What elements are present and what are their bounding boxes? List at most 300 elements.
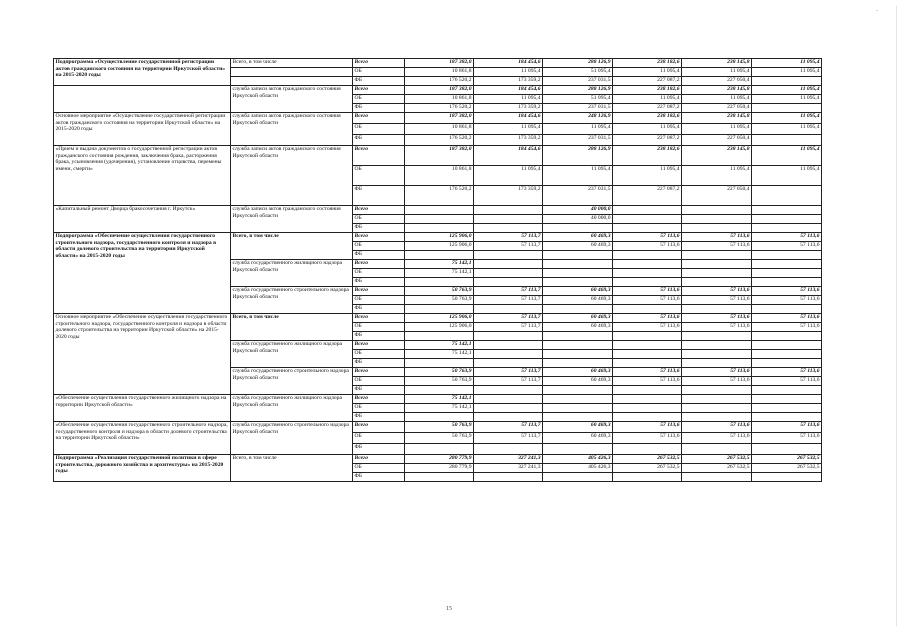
amount-cell: 227 050,4 [682, 135, 752, 146]
amount-cell [474, 350, 543, 359]
amount-cell: 238 145,8 [682, 59, 752, 68]
amount-cell [613, 404, 682, 413]
amount-cell [752, 386, 822, 395]
amount-cell: 57 113,7 [474, 377, 543, 386]
amount-cell: 173 359,2 [474, 104, 543, 113]
amount-cell: 176 520,2 [405, 186, 474, 206]
amount-cell: 288 126,9 [543, 86, 613, 95]
amount-cell [474, 473, 543, 482]
amount-cell: 176 520,2 [405, 104, 474, 113]
amount-cell: 227 087,2 [613, 77, 682, 86]
executor-cell: служба государственного жилищного надзора Иркутской области [231, 395, 353, 422]
amount-cell: 57 113,6 [613, 323, 682, 332]
table-row [54, 59, 822, 68]
amount-cell: 60 469,3 [543, 433, 613, 444]
amount-cell [752, 104, 822, 113]
source-cell: ОБ [353, 215, 405, 224]
amount-cell: 57 113,7 [474, 368, 543, 377]
amount-cell: 11 095,4 [474, 124, 543, 135]
amount-cell: 11 095,4 [474, 95, 543, 104]
amount-cell [405, 251, 474, 260]
amount-cell: 237 031,5 [543, 104, 613, 113]
amount-cell [682, 260, 752, 269]
amount-cell: 57 113,6 [752, 287, 822, 296]
amount-cell: 176 520,2 [405, 77, 474, 86]
amount-cell: 75 142,1 [405, 404, 474, 413]
amount-cell: 11 095,4 [752, 124, 822, 135]
amount-cell: 10 861,8 [405, 166, 474, 186]
amount-cell [613, 350, 682, 359]
amount-cell: 75 142,1 [405, 350, 474, 359]
amount-cell [405, 206, 474, 215]
program-name: Подпрограмма «Осуществление государственной регистрации актов гражданского состояния на территории Иркутской области» на 2015-2020 годы [54, 59, 231, 86]
amount-cell [613, 260, 682, 269]
source-cell: Всего [353, 146, 405, 166]
amount-cell [752, 341, 822, 350]
table-row [54, 233, 822, 242]
amount-cell: 57 113,6 [613, 242, 682, 251]
source-cell: ФБ [353, 104, 405, 113]
amount-cell [752, 215, 822, 224]
amount-cell: 280 779,9 [405, 455, 474, 464]
amount-cell [682, 395, 752, 404]
amount-cell [543, 413, 613, 422]
amount-cell: 60 469,3 [543, 314, 613, 323]
program-name: Подпрограмма «Обеспечение осуществления государственного строительного надзора, государственного контроля и надзора в области долевого строительства на территории Иркутской области» на 2015-2020 годы [54, 233, 231, 314]
amount-cell: 57 113,6 [752, 433, 822, 444]
activity-name: «Прием и выдача документов о государственной регистрации актов гражданского состояния рождения, заключения брака, расторжения брака, усыновления (удочерения), установление отцовства, перемены имени, смерти» [54, 146, 231, 206]
source-cell: ОБ [353, 95, 405, 104]
amount-cell [613, 413, 682, 422]
amount-cell: 125 906,0 [405, 314, 474, 323]
source-cell: ФБ [353, 413, 405, 422]
amount-cell [682, 332, 752, 341]
amount-cell: 11 095,4 [752, 146, 822, 166]
activity-name: «Обеспечение осуществления государственного строительного надзора, государственного контроля и надзора в области долевого строительства на территории Иркутской области» [54, 422, 231, 455]
amount-cell: 11 095,4 [682, 95, 752, 104]
table-row [54, 422, 822, 433]
executor-cell: Всего, в том числе [231, 455, 353, 482]
amount-cell: 176 520,2 [405, 135, 474, 146]
amount-cell: 57 113,6 [613, 287, 682, 296]
executor-cell: служба государственного жилищного надзора Иркутской области [231, 260, 353, 287]
amount-cell: 57 113,6 [613, 368, 682, 377]
amount-cell: 75 142,1 [405, 341, 474, 350]
amount-cell [752, 186, 822, 206]
amount-cell [613, 215, 682, 224]
amount-cell [543, 278, 613, 287]
executor-cell [231, 68, 353, 77]
amount-cell: 227 087,2 [613, 135, 682, 146]
amount-cell [752, 473, 822, 482]
amount-cell: 184 454,6 [474, 113, 543, 124]
executor-cell: служба государственного строительного надзора Иркутской области [231, 422, 353, 455]
page-number: 15 [446, 606, 452, 612]
amount-cell [613, 278, 682, 287]
executor-cell: служба записи актов гражданского состояния Иркутской области [231, 113, 353, 146]
source-cell: ОБ [353, 350, 405, 359]
amount-cell: 50 763,9 [405, 377, 474, 386]
amount-cell: 57 113,7 [474, 242, 543, 251]
executor-cell: служба записи актов гражданского состояния Иркутской области [231, 206, 353, 233]
source-cell: ОБ [353, 166, 405, 186]
amount-cell: 51 095,4 [543, 68, 613, 77]
amount-cell [543, 341, 613, 350]
source-cell: Всего [353, 455, 405, 464]
amount-cell [474, 341, 543, 350]
amount-cell [405, 278, 474, 287]
amount-cell [613, 224, 682, 233]
amount-cell [752, 260, 822, 269]
amount-cell: 57 113,6 [682, 296, 752, 305]
amount-cell [474, 260, 543, 269]
executor-cell: служба государственного строительного надзора Иркутской области [231, 368, 353, 395]
amount-cell: 40 000,0 [543, 215, 613, 224]
amount-cell [405, 215, 474, 224]
activity-name: Основное мероприятие «Осуществление государственной регистрации актов гражданского состояния на территории Иркутской области» на 2015-2020 годы [54, 113, 231, 146]
amount-cell: 57 113,6 [682, 377, 752, 386]
amount-cell: 60 469,3 [543, 368, 613, 377]
source-cell: ОБ [353, 269, 405, 278]
amount-cell [405, 413, 474, 422]
top-mark: - [876, 8, 878, 14]
amount-cell: 60 469,3 [543, 323, 613, 332]
amount-cell [543, 350, 613, 359]
amount-cell [613, 269, 682, 278]
amount-cell [613, 305, 682, 314]
source-cell: ФБ [353, 332, 405, 341]
source-cell: Всего [353, 113, 405, 124]
amount-cell [682, 386, 752, 395]
amount-cell [682, 341, 752, 350]
activity-name: «Капитальный ремонт Дворца бракосочетания г. Иркутск» [54, 206, 231, 233]
source-cell: ФБ [353, 224, 405, 233]
amount-cell: 227 087,2 [613, 186, 682, 206]
amount-cell [543, 260, 613, 269]
amount-cell: 288 126,9 [543, 59, 613, 68]
amount-cell [474, 332, 543, 341]
amount-cell: 238 182,6 [613, 59, 682, 68]
amount-cell: 57 113,6 [752, 314, 822, 323]
source-cell: ФБ [353, 186, 405, 206]
amount-cell: 11 095,4 [474, 166, 543, 186]
amount-cell [752, 206, 822, 215]
amount-cell: 187 382,0 [405, 113, 474, 124]
amount-cell: 60 469,3 [543, 287, 613, 296]
amount-cell: 57 113,6 [752, 296, 822, 305]
amount-cell: 10 861,8 [405, 68, 474, 77]
amount-cell: 238 182,6 [613, 86, 682, 95]
amount-cell: 57 113,6 [613, 433, 682, 444]
program-name: Подпрограмма «Реализация государственной политики в сфере строительства, дорожного хозяйства и архитектуры» на 2015-2020 годы [54, 455, 231, 482]
amount-cell [474, 251, 543, 260]
amount-cell: 57 113,6 [682, 287, 752, 296]
source-cell: ФБ [353, 77, 405, 86]
amount-cell [543, 404, 613, 413]
source-cell: Всего [353, 422, 405, 433]
amount-cell: 125 906,0 [405, 242, 474, 251]
amount-cell: 50 763,9 [405, 433, 474, 444]
amount-cell [752, 77, 822, 86]
amount-cell: 57 113,6 [682, 242, 752, 251]
executor-cell: служба записи актов гражданского состояния Иркутской области [231, 86, 353, 113]
budget-table [53, 58, 822, 482]
amount-cell [613, 206, 682, 215]
amount-cell: 238 145,8 [682, 146, 752, 166]
amount-cell: 267 532,5 [752, 464, 822, 473]
executor-cell: служба государственного жилищного надзора Иркутской области [231, 341, 353, 368]
amount-cell: 248 126,9 [543, 113, 613, 124]
amount-cell: 11 095,4 [682, 166, 752, 186]
amount-cell: 187 382,0 [405, 86, 474, 95]
amount-cell: 50 763,9 [405, 287, 474, 296]
amount-cell: 187 382,0 [405, 59, 474, 68]
amount-cell [543, 359, 613, 368]
amount-cell [405, 386, 474, 395]
budget-rows [54, 59, 822, 482]
page-edge [896, 6, 897, 626]
amount-cell [474, 305, 543, 314]
amount-cell: 57 113,7 [474, 323, 543, 332]
amount-cell: 405 426,3 [543, 464, 613, 473]
amount-cell: 238 182,6 [613, 113, 682, 124]
amount-cell [543, 305, 613, 314]
amount-cell [613, 386, 682, 395]
amount-cell [474, 206, 543, 215]
amount-cell [752, 251, 822, 260]
executor-cell: Всего, в том числе [231, 233, 353, 260]
amount-cell: 237 031,5 [543, 77, 613, 86]
source-cell: Всего [353, 395, 405, 404]
amount-cell: 10 861,8 [405, 124, 474, 135]
amount-cell [405, 473, 474, 482]
amount-cell [613, 395, 682, 404]
amount-cell [752, 444, 822, 455]
amount-cell [752, 413, 822, 422]
amount-cell: 57 113,6 [613, 314, 682, 323]
amount-cell: 57 113,6 [752, 422, 822, 433]
amount-cell [752, 359, 822, 368]
source-cell: Всего [353, 59, 405, 68]
amount-cell: 57 113,6 [752, 377, 822, 386]
amount-cell: 237 031,5 [543, 135, 613, 146]
amount-cell [474, 444, 543, 455]
table-row [54, 146, 822, 166]
amount-cell [405, 332, 474, 341]
amount-cell: 267 532,5 [682, 464, 752, 473]
amount-cell [543, 251, 613, 260]
amount-cell: 57 113,6 [613, 296, 682, 305]
source-cell: Всего [353, 287, 405, 296]
amount-cell: 238 182,6 [613, 146, 682, 166]
amount-cell: 187 382,0 [405, 146, 474, 166]
amount-cell: 57 113,6 [752, 233, 822, 242]
amount-cell: 51 095,4 [543, 95, 613, 104]
amount-cell: 57 113,6 [613, 422, 682, 433]
amount-cell: 125 906,0 [405, 323, 474, 332]
source-cell: ОБ [353, 404, 405, 413]
source-cell: ОБ [353, 433, 405, 444]
amount-cell: 227 050,4 [682, 77, 752, 86]
source-cell: Всего [353, 86, 405, 95]
amount-cell: 173 359,2 [474, 135, 543, 146]
amount-cell [474, 395, 543, 404]
amount-cell: 405 426,3 [543, 455, 613, 464]
table-row [54, 314, 822, 323]
amount-cell: 57 113,6 [682, 433, 752, 444]
source-cell: ОБ [353, 68, 405, 77]
source-cell: Всего [353, 206, 405, 215]
amount-cell: 11 095,4 [543, 124, 613, 135]
amount-cell [682, 206, 752, 215]
source-cell: ФБ [353, 135, 405, 146]
amount-cell [682, 305, 752, 314]
amount-cell [543, 444, 613, 455]
source-cell: ФБ [353, 305, 405, 314]
amount-cell: 57 113,7 [474, 287, 543, 296]
activity-name: «Обеспечение осуществления государственного жилищного надзора на территории Иркутской области» [54, 395, 231, 422]
amount-cell: 57 113,6 [613, 377, 682, 386]
amount-cell: 184 454,6 [474, 59, 543, 68]
amount-cell: 57 113,7 [474, 233, 543, 242]
amount-cell: 75 142,1 [405, 260, 474, 269]
source-cell: ФБ [353, 386, 405, 395]
amount-cell: 10 861,8 [405, 95, 474, 104]
amount-cell: 57 113,7 [474, 314, 543, 323]
amount-cell: 60 469,3 [543, 296, 613, 305]
amount-cell [474, 413, 543, 422]
activity-name: Основное мероприятие «Обеспечение осуществления государственного строительного надзора, государственного контроля и надзора в области долевого строительства на территории Иркутской области» на 2015-2020 годы [54, 314, 231, 395]
amount-cell [752, 224, 822, 233]
amount-cell: 57 113,6 [682, 314, 752, 323]
program-name [54, 86, 231, 113]
source-cell: Всего [353, 314, 405, 323]
table-row [54, 455, 822, 464]
amount-cell [752, 404, 822, 413]
amount-cell: 227 050,4 [682, 186, 752, 206]
amount-cell: 11 095,4 [613, 124, 682, 135]
amount-cell: 11 095,4 [752, 86, 822, 95]
source-cell: ФБ [353, 251, 405, 260]
amount-cell [682, 359, 752, 368]
source-cell: ОБ [353, 242, 405, 251]
table-row [54, 206, 822, 215]
amount-cell: 57 113,6 [752, 242, 822, 251]
amount-cell: 57 113,7 [474, 433, 543, 444]
amount-cell: 57 113,6 [682, 323, 752, 332]
amount-cell: 267 532,5 [682, 455, 752, 464]
amount-cell: 11 095,4 [613, 166, 682, 186]
amount-cell: 50 763,9 [405, 368, 474, 377]
source-cell: ФБ [353, 359, 405, 368]
amount-cell [682, 269, 752, 278]
amount-cell [682, 404, 752, 413]
amount-cell [752, 135, 822, 146]
amount-cell: 238 145,8 [682, 86, 752, 95]
amount-cell: 11 095,4 [613, 95, 682, 104]
amount-cell [682, 215, 752, 224]
source-cell: Всего [353, 260, 405, 269]
amount-cell: 60 469,3 [543, 233, 613, 242]
source-cell: ОБ [353, 377, 405, 386]
executor-cell: служба записи актов гражданского состояния Иркутской области [231, 146, 353, 206]
source-cell: Всего [353, 368, 405, 377]
amount-cell [543, 473, 613, 482]
amount-cell [682, 473, 752, 482]
source-cell: Всего [353, 341, 405, 350]
amount-cell [543, 224, 613, 233]
amount-cell: 11 095,4 [752, 59, 822, 68]
amount-cell: 60 469,3 [543, 377, 613, 386]
amount-cell: 57 113,7 [474, 422, 543, 433]
source-cell: ФБ [353, 444, 405, 455]
amount-cell: 60 469,3 [543, 242, 613, 251]
amount-cell [474, 224, 543, 233]
amount-cell [752, 278, 822, 287]
executor-cell: Всего, в том числе [231, 59, 353, 68]
amount-cell: 237 031,5 [543, 186, 613, 206]
table-row [54, 113, 822, 124]
amount-cell [613, 359, 682, 368]
amount-cell: 267 532,5 [613, 464, 682, 473]
amount-cell: 125 906,0 [405, 233, 474, 242]
amount-cell: 11 095,4 [613, 68, 682, 77]
amount-cell [405, 305, 474, 314]
amount-cell [682, 444, 752, 455]
amount-cell [543, 332, 613, 341]
amount-cell [405, 359, 474, 368]
amount-cell: 11 095,4 [752, 166, 822, 186]
amount-cell: 227 087,2 [613, 104, 682, 113]
source-cell: ОБ [353, 464, 405, 473]
amount-cell [752, 395, 822, 404]
amount-cell: 57 113,6 [752, 368, 822, 377]
amount-cell: 50 763,9 [405, 422, 474, 433]
amount-cell [752, 269, 822, 278]
amount-cell: 267 532,5 [613, 455, 682, 464]
amount-cell: 57 113,6 [682, 368, 752, 377]
amount-cell: 327 241,3 [474, 455, 543, 464]
amount-cell: 238 145,8 [682, 113, 752, 124]
amount-cell: 60 469,3 [543, 422, 613, 433]
table-row [54, 86, 822, 95]
amount-cell: 75 142,1 [405, 395, 474, 404]
source-cell: ОБ [353, 323, 405, 332]
executor-cell: служба государственного строительного надзора Иркутской области [231, 287, 353, 314]
amount-cell: 173 359,2 [474, 77, 543, 86]
amount-cell: 11 095,4 [752, 95, 822, 104]
amount-cell: 11 095,4 [543, 166, 613, 186]
executor-cell: Всего, в том числе [231, 314, 353, 341]
amount-cell: 57 113,7 [474, 296, 543, 305]
amount-cell [474, 278, 543, 287]
amount-cell [682, 278, 752, 287]
source-cell: ОБ [353, 124, 405, 135]
amount-cell [613, 341, 682, 350]
amount-cell [474, 404, 543, 413]
amount-cell: 267 532,5 [752, 455, 822, 464]
table-row [54, 395, 822, 404]
amount-cell: 288 126,9 [543, 146, 613, 166]
amount-cell: 57 113,6 [682, 422, 752, 433]
amount-cell: 173 359,2 [474, 186, 543, 206]
source-cell: Всего [353, 233, 405, 242]
amount-cell [474, 269, 543, 278]
amount-cell [682, 413, 752, 422]
source-cell: ОБ [353, 296, 405, 305]
amount-cell [752, 305, 822, 314]
amount-cell: 327 241,3 [474, 464, 543, 473]
